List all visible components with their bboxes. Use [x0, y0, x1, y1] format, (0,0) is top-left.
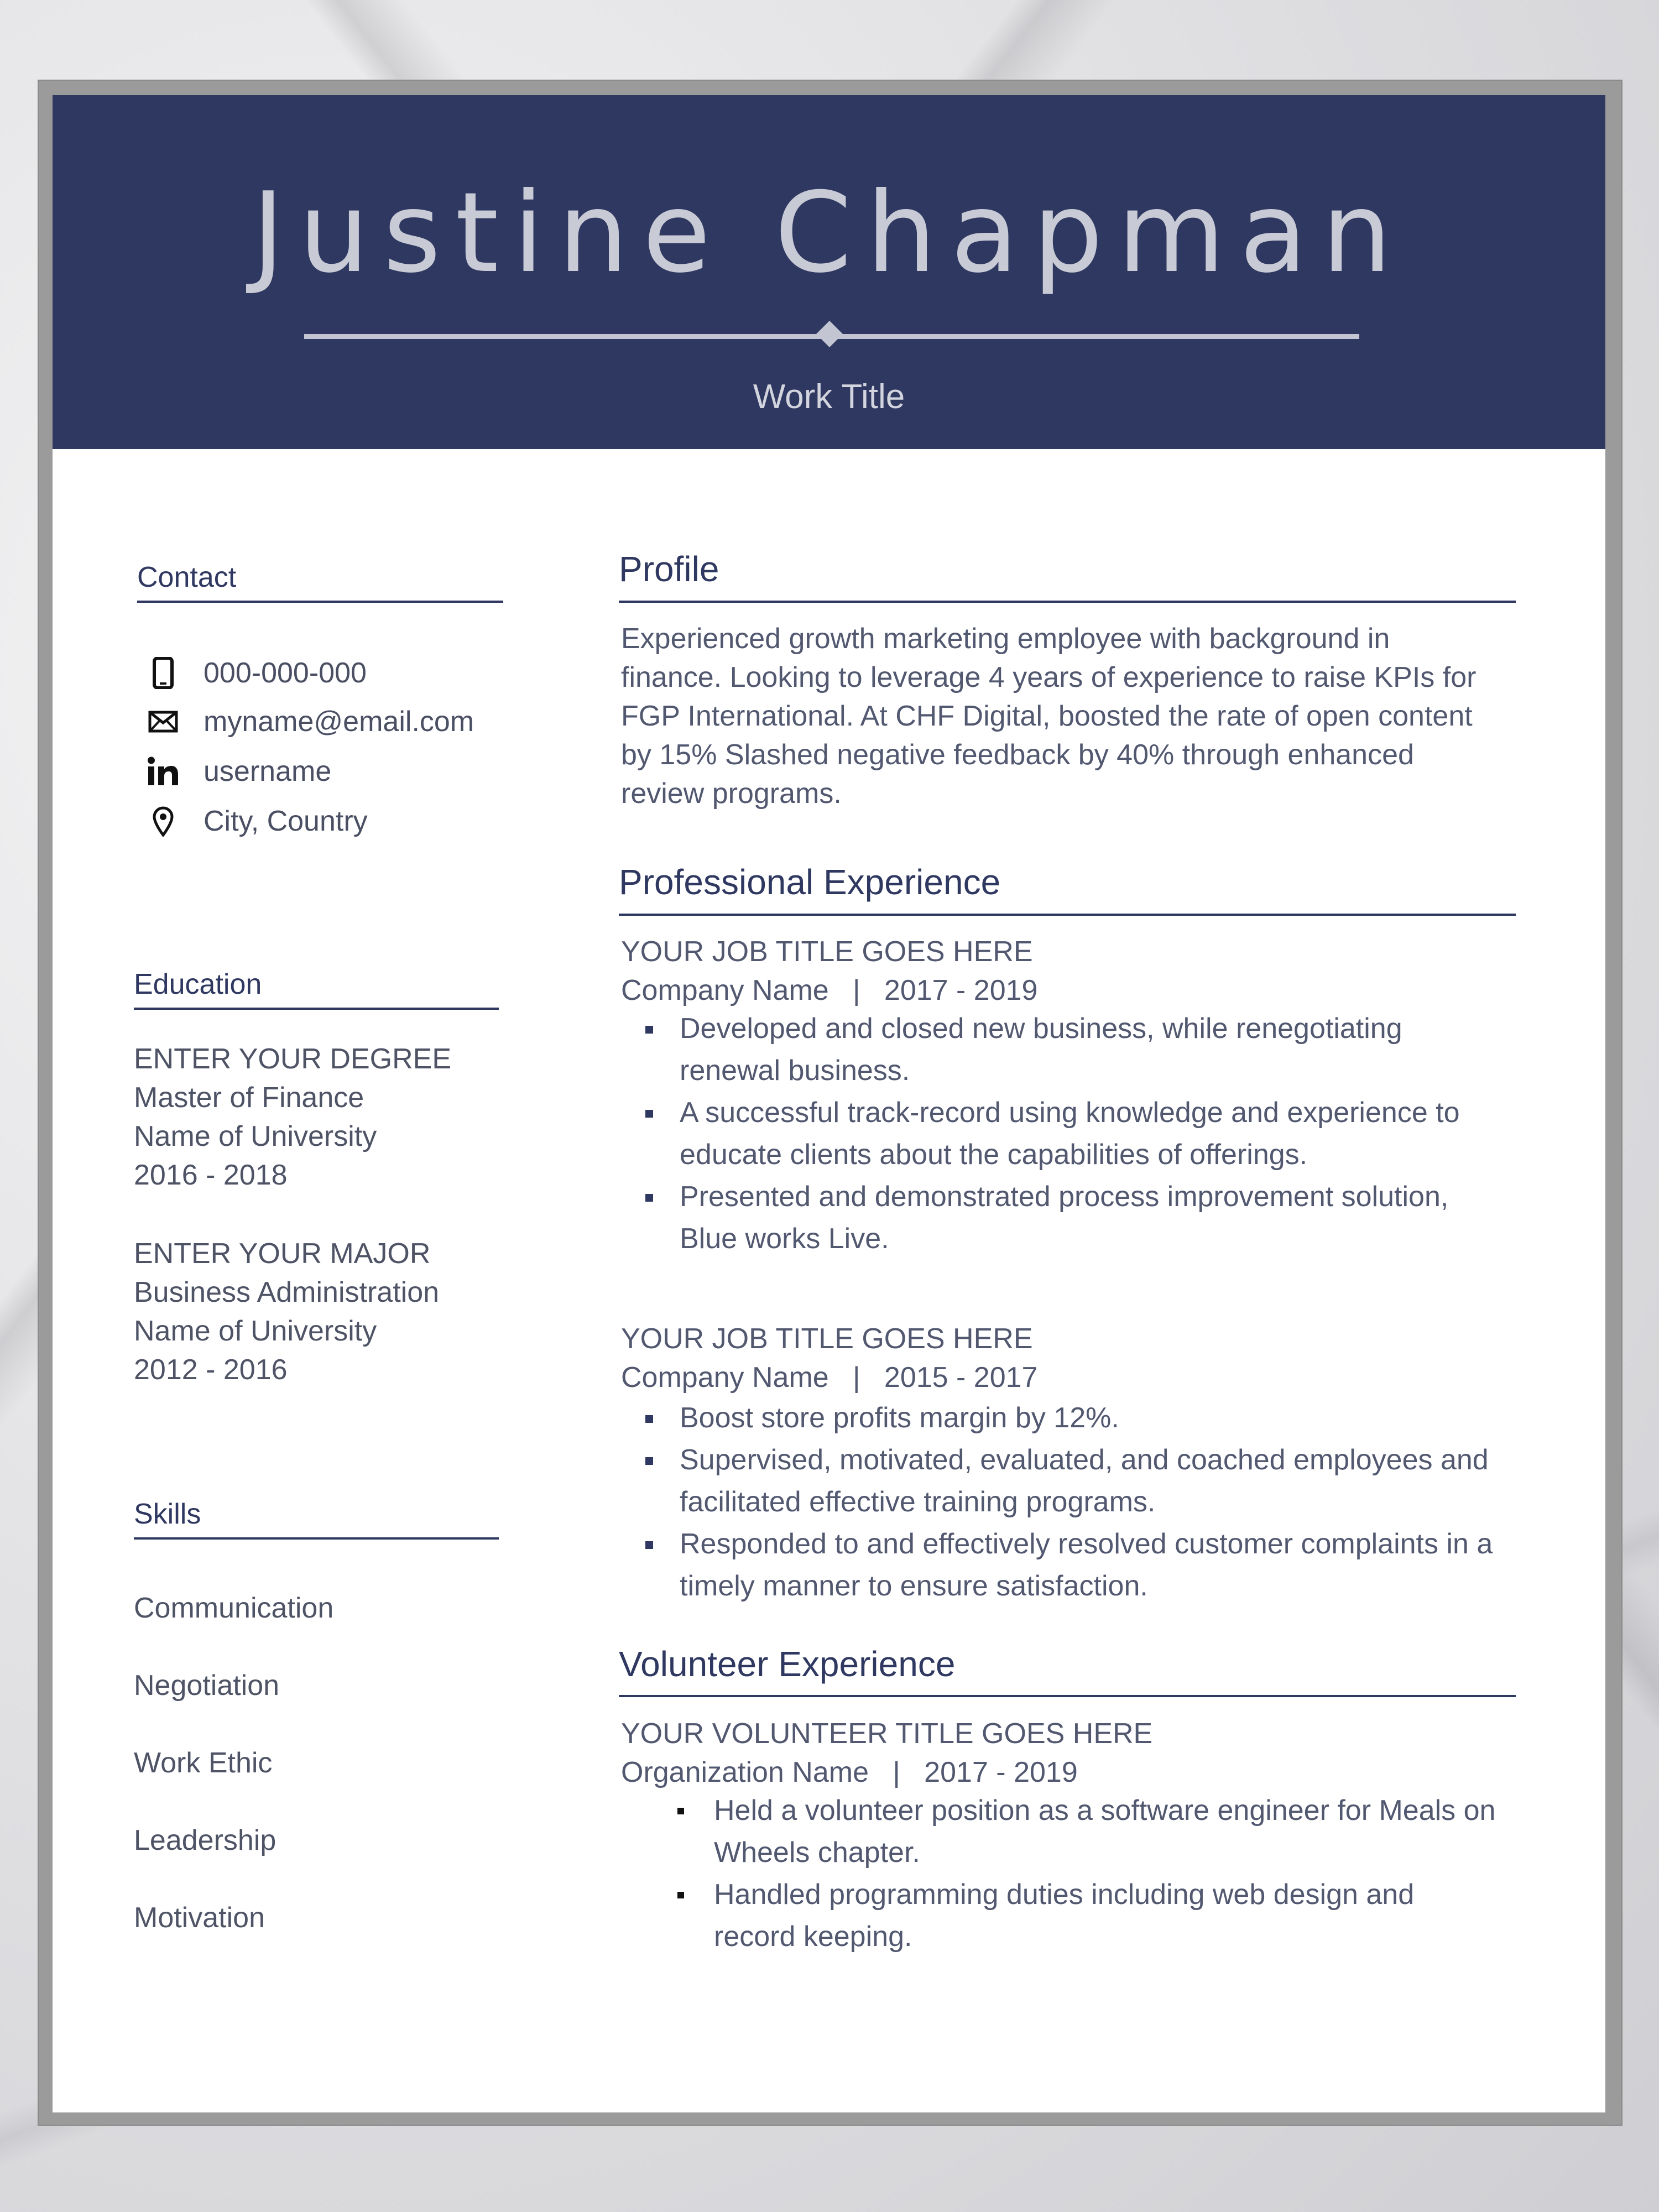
- email-text[interactable]: myname@email.com: [204, 706, 474, 738]
- resume-sheet: [53, 95, 1605, 2112]
- education-field: Master of Finance: [134, 1082, 364, 1114]
- job-bullet: Boost store profits margin by 12%.: [680, 1397, 1493, 1439]
- job-bullet: Responded to and effectively resolved customer complaints in a timely manner to ensure satisfaction.: [680, 1523, 1493, 1607]
- profile-line: review programs.: [621, 778, 842, 810]
- volunteer-rule: [619, 1695, 1516, 1697]
- job-bullets: [680, 1397, 1493, 1607]
- volunteer-bullet: Handled programming duties including web design and record keeping.: [714, 1874, 1495, 1958]
- profile-line: finance. Looking to leverage 4 years of experience to raise KPIs for: [621, 661, 1477, 693]
- skills-rule: [134, 1537, 499, 1540]
- job-bullets: [680, 1008, 1460, 1260]
- job-bullet: Developed and closed new business, while renegotiating renewal business.: [680, 1008, 1460, 1092]
- contact-heading: Contact: [137, 561, 237, 593]
- work-title: Work Title: [753, 378, 905, 416]
- education-years: 2012 - 2016: [134, 1354, 288, 1386]
- email-icon: [144, 702, 182, 741]
- job-company-line: Company Name | 2015 - 2017: [621, 1361, 1038, 1394]
- job-bullet: Supervised, motivated, evaluated, and coached employees and facilitated effective training programs.: [680, 1439, 1493, 1523]
- education-school: Name of University: [134, 1120, 377, 1152]
- education-entry: [134, 1040, 451, 1194]
- profile-line: Experienced growth marketing employee with background in: [621, 623, 1390, 655]
- education-years: 2016 - 2018: [134, 1159, 288, 1191]
- contact-location: [144, 802, 368, 841]
- candidate-name: Justine Chapman: [252, 169, 1406, 298]
- volunteer-org-line: Organization Name | 2017 - 2019: [621, 1756, 1078, 1788]
- volunteer-title: YOUR VOLUNTEER TITLE GOES HERE: [621, 1718, 1153, 1750]
- experience-heading: Professional Experience: [619, 862, 1001, 902]
- profile-heading: Profile: [619, 549, 719, 589]
- linkedin-icon: [144, 752, 182, 791]
- education-field: Business Administration: [134, 1276, 440, 1308]
- contact-email: [144, 702, 474, 741]
- phone-text[interactable]: 000-000-000: [204, 657, 367, 689]
- job-bullet: Presented and demonstrated process improvement solution, Blue works Live.: [680, 1176, 1460, 1260]
- profile-paragraph: [621, 619, 1476, 813]
- contact-rule: [137, 601, 503, 603]
- phone-icon: [144, 654, 182, 692]
- skill-item: Communication: [134, 1592, 334, 1624]
- skill-item: Negotiation: [134, 1670, 280, 1702]
- job-company-line: Company Name | 2017 - 2019: [621, 974, 1038, 1006]
- job-title: YOUR JOB TITLE GOES HERE: [621, 936, 1033, 968]
- volunteer-bullets: [714, 1790, 1495, 1958]
- profile-rule: [619, 601, 1516, 603]
- experience-rule: [619, 914, 1516, 916]
- linkedin-text[interactable]: username: [204, 755, 332, 787]
- profile-line: by 15% Slashed negative feedback by 40% through enhanced: [621, 739, 1414, 771]
- skill-item: Work Ethic: [134, 1747, 273, 1779]
- education-heading: Education: [134, 968, 262, 1000]
- job-header: [621, 1319, 1037, 1397]
- contact-linkedin: [144, 752, 331, 791]
- contact-phone: [144, 654, 367, 692]
- volunteer-header: [621, 1714, 1152, 1792]
- education-label: ENTER YOUR MAJOR: [134, 1238, 431, 1270]
- job-title: YOUR JOB TITLE GOES HERE: [621, 1323, 1033, 1355]
- skill-item: Leadership: [134, 1824, 276, 1856]
- volunteer-heading: Volunteer Experience: [619, 1644, 956, 1684]
- profile-line: FGP International. At CHF Digital, boosted the rate of open content: [621, 700, 1473, 732]
- location-pin-icon: [144, 802, 182, 841]
- job-header: [621, 932, 1037, 1010]
- education-label: ENTER YOUR DEGREE: [134, 1043, 452, 1075]
- job-bullet: A successful track-record using knowledge and experience to educate clients about the capabilities of offerings.: [680, 1092, 1460, 1176]
- education-school: Name of University: [134, 1315, 377, 1347]
- education-rule: [134, 1008, 499, 1010]
- education-entry: [134, 1234, 439, 1389]
- location-text: City, Country: [204, 805, 368, 837]
- skills-list: [134, 1569, 333, 1957]
- divider-diamond: [816, 321, 843, 347]
- skills-heading: Skills: [134, 1498, 201, 1530]
- header-banner: [53, 95, 1605, 449]
- skill-item: Motivation: [134, 1902, 265, 1934]
- volunteer-bullet: Held a volunteer position as a software engineer for Meals on Wheels chapter.: [714, 1790, 1495, 1874]
